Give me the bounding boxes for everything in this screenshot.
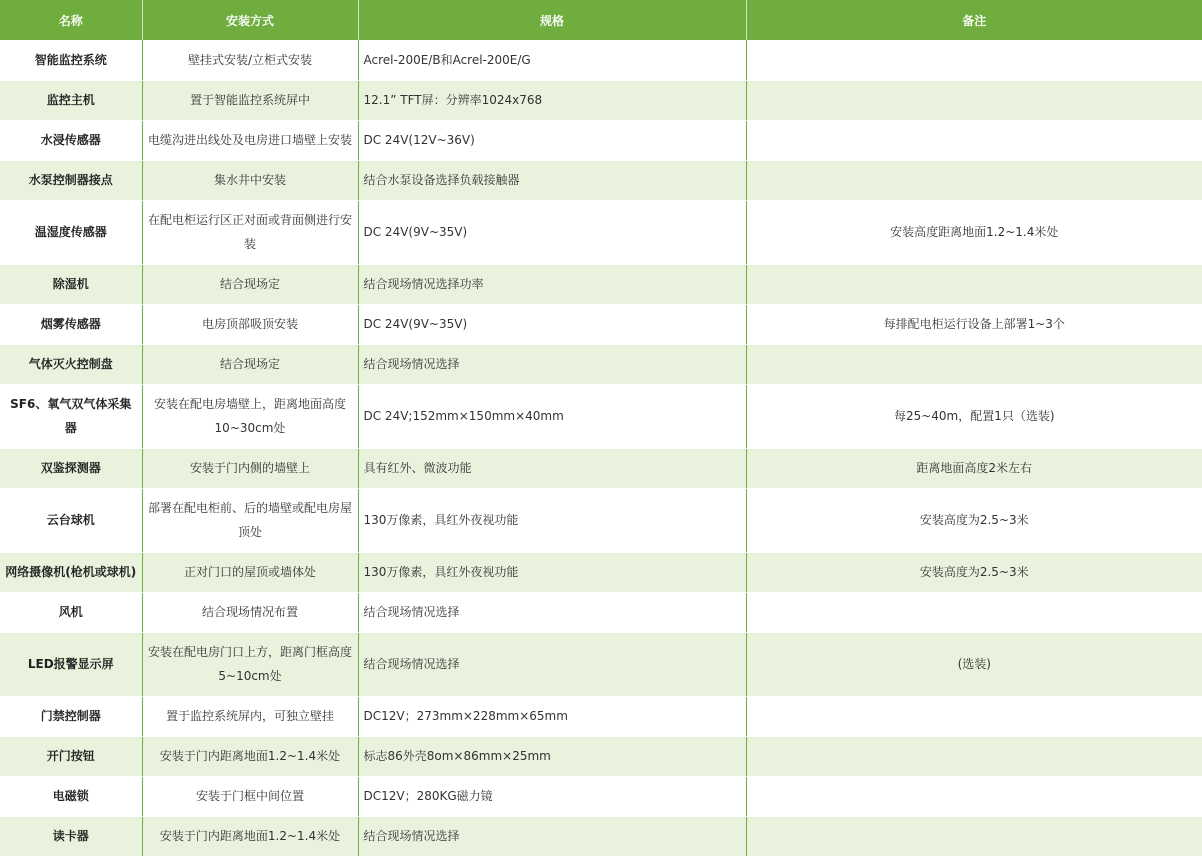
cell-note [746, 592, 1202, 632]
cell-note [746, 120, 1202, 160]
header-install: 安装方式 [142, 0, 358, 40]
cell-name: 监控主机 [0, 80, 142, 120]
cell-name: 双鉴探测器 [0, 448, 142, 488]
cell-spec: DC 24V(12V~36V) [358, 120, 746, 160]
table-row [0, 488, 1202, 552]
cell-install: 置于智能监控系统屏中 [142, 80, 358, 120]
table-row [0, 200, 1202, 264]
cell-install: 壁挂式安装/立柜式安装 [142, 40, 358, 80]
cell-spec: 结合现场情况选择 [358, 592, 746, 632]
cell-name: 网络摄像机(枪机或球机) [0, 552, 142, 592]
table-row [0, 344, 1202, 384]
cell-install: 安装在配电房墙壁上，距离地面高度10~30cm处 [142, 384, 358, 448]
header-row [0, 0, 1202, 40]
cell-name: 温湿度传感器 [0, 200, 142, 264]
cell-name: LED报警显示屏 [0, 632, 142, 696]
cell-install: 安装于门内侧的墙壁上 [142, 448, 358, 488]
table-row [0, 592, 1202, 632]
cell-spec: 结合现场情况选择 [358, 632, 746, 696]
cell-note [746, 776, 1202, 816]
cell-spec: DC 24V(9V~35V) [358, 200, 746, 264]
cell-spec: DC12V；280KG磁力镜 [358, 776, 746, 816]
table-row [0, 384, 1202, 448]
cell-install: 结合现场定 [142, 264, 358, 304]
cell-install: 正对门口的屋顶或墙体处 [142, 552, 358, 592]
table-row [0, 120, 1202, 160]
cell-install: 安装于门内距离地面1.2~1.4米处 [142, 816, 358, 856]
cell-note [746, 160, 1202, 200]
cell-install: 结合现场情况布置 [142, 592, 358, 632]
table-row [0, 304, 1202, 344]
table-row [0, 632, 1202, 696]
cell-install: 电缆沟进出线处及电房进口墙壁上安装 [142, 120, 358, 160]
table-row [0, 776, 1202, 816]
cell-note: 每排配电柜运行设备上部署1~3个 [746, 304, 1202, 344]
cell-name: 电磁锁 [0, 776, 142, 816]
cell-note [746, 40, 1202, 80]
header-name: 名称 [0, 0, 142, 40]
header-spec: 规格 [358, 0, 746, 40]
cell-name: 门禁控制器 [0, 696, 142, 736]
cell-note: (选装) [746, 632, 1202, 696]
cell-note [746, 816, 1202, 856]
cell-spec: 标志86外壳8om×86mm×25mm [358, 736, 746, 776]
cell-install: 集水井中安装 [142, 160, 358, 200]
cell-note [746, 264, 1202, 304]
table-row [0, 160, 1202, 200]
header-note: 备注 [746, 0, 1202, 40]
cell-spec: 130万像素，具红外夜视功能 [358, 552, 746, 592]
cell-spec: Acrel-200E/B和Acrel-200E/G [358, 40, 746, 80]
cell-install: 安装于门框中间位置 [142, 776, 358, 816]
cell-note: 距离地面高度2米左右 [746, 448, 1202, 488]
cell-install: 安装于门内距离地面1.2~1.4米处 [142, 736, 358, 776]
cell-spec: DC 24V;152mm×150mm×40mm [358, 384, 746, 448]
cell-note [746, 696, 1202, 736]
cell-spec: 结合现场情况选择 [358, 344, 746, 384]
cell-spec: 结合水泵设备选择负载接触器 [358, 160, 746, 200]
cell-install: 部署在配电柜前、后的墙壁或配电房屋顶处 [142, 488, 358, 552]
cell-spec: DC12V；273mm×228mm×65mm [358, 696, 746, 736]
cell-spec: DC 24V(9V~35V) [358, 304, 746, 344]
cell-name: 水泵控制器接点 [0, 160, 142, 200]
cell-note: 每25~40m，配置1只（选装) [746, 384, 1202, 448]
table-row [0, 696, 1202, 736]
cell-name: SF6、氧气双气体采集器 [0, 384, 142, 448]
cell-note [746, 344, 1202, 384]
table-row [0, 264, 1202, 304]
cell-spec: 结合现场情况选择 [358, 816, 746, 856]
cell-name: 风机 [0, 592, 142, 632]
cell-note [746, 80, 1202, 120]
cell-note: 安装高度距离地面1.2~1.4米处 [746, 200, 1202, 264]
table-row [0, 816, 1202, 856]
cell-note [746, 736, 1202, 776]
cell-name: 开门按钮 [0, 736, 142, 776]
cell-name: 智能监控系统 [0, 40, 142, 80]
cell-note: 安装高度为2.5~3米 [746, 488, 1202, 552]
table-row [0, 80, 1202, 120]
cell-name: 云台球机 [0, 488, 142, 552]
cell-install: 在配电柜运行区正对面或背面侧进行安装 [142, 200, 358, 264]
cell-install: 结合现场定 [142, 344, 358, 384]
table-row [0, 448, 1202, 488]
cell-name: 读卡器 [0, 816, 142, 856]
cell-spec: 结合现场情况选择功率 [358, 264, 746, 304]
table-row [0, 552, 1202, 592]
cell-install: 电房顶部吸顶安装 [142, 304, 358, 344]
cell-install: 安装在配电房门口上方，距离门框高度5~10cm处 [142, 632, 358, 696]
cell-note: 安装高度为2.5~3米 [746, 552, 1202, 592]
cell-spec: 具有红外、微波功能 [358, 448, 746, 488]
cell-name: 除湿机 [0, 264, 142, 304]
table-row [0, 736, 1202, 776]
cell-spec: 130万像素，具红外夜视功能 [358, 488, 746, 552]
table-row [0, 40, 1202, 80]
cell-name: 水浸传感器 [0, 120, 142, 160]
cell-spec: 12.1” TFT屏：分辨率1024x768 [358, 80, 746, 120]
cell-name: 气体灭火控制盘 [0, 344, 142, 384]
cell-install: 置于监控系统屏内，可独立壁挂 [142, 696, 358, 736]
cell-name: 烟雾传感器 [0, 304, 142, 344]
